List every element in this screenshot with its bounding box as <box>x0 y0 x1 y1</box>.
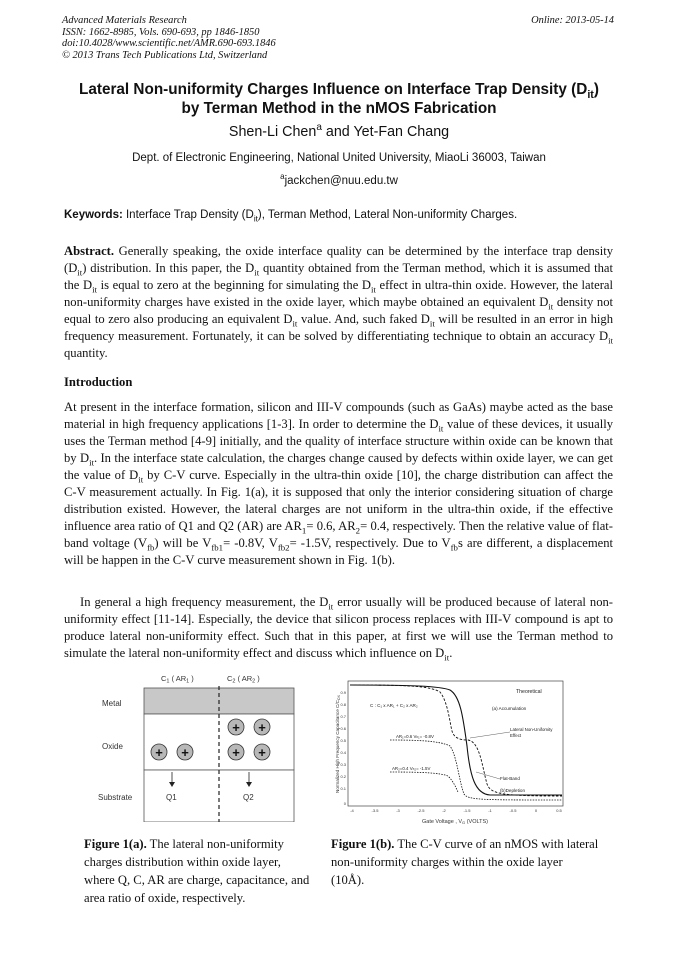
oxide-label: Oxide <box>102 742 123 751</box>
x-tick-label: -1 <box>488 808 492 813</box>
figure-1a-caption: Figure 1(a). The lateral non-uniformity charges distribution within oxide layer, where Q, C, AR are charge, capacitance, and area ratio of oxide, respectively. <box>84 837 310 905</box>
x-tick-label: -3 <box>396 808 400 813</box>
x-ticks <box>350 808 562 813</box>
plus-sign: + <box>155 745 163 760</box>
theoretical-curve <box>350 685 562 795</box>
label-lateral: Lateral Non-Unifomity <box>510 727 553 732</box>
journal-name: Advanced Materials Research <box>62 15 187 26</box>
x-tick-label: -2.5 <box>417 808 425 813</box>
plus-sign: + <box>258 745 266 760</box>
y-tick-label: 0.1 <box>340 786 346 791</box>
copyright: © 2013 Trans Tech Publications Ltd, Switzerland <box>62 49 268 61</box>
legend-equation: C : C₁ x AR₁ + C₂ x AR₂ <box>370 703 418 708</box>
doi: doi:10.4028/www.scientific.net/AMR.690-693.1846 <box>62 38 276 49</box>
y-tick-label: 0.7 <box>340 714 346 719</box>
c1-label: $C_1$ ( $AR_1$ ) <box>161 674 194 685</box>
x-tick-label: -4 <box>350 808 354 813</box>
x-tick-label: 0.5 <box>556 808 562 813</box>
figure-1a-diagram <box>96 672 296 822</box>
metal-label: Metal <box>102 699 122 708</box>
introduction-heading: Introduction <box>64 375 133 389</box>
paper-title: Lateral Non-uniformity Charges Influence on Interface Trap Density $(D_{it})$ by Terman Method in the nMOS Fabrication <box>79 81 599 117</box>
label-depletion: (b)Depletion <box>500 788 526 793</box>
y-tick-label: 0.5 <box>340 738 346 743</box>
intro-paragraph-2: In general a high frequency measurement, the $D_{it}$ error usually will be produced because of lateral non-uniformity effect [11-14]. Especially, the device that silicon process replaces with III-V compound is apt to produce lateral non-uniformity effect. Such that in this paper, at first we will use the Terman method to simulate the lateral non-uniformity effect and discuss which influence on $D_{it}$. <box>64 595 613 663</box>
x-tick-label: -2 <box>442 808 446 813</box>
label-accumulation: (a) Accumulation <box>492 706 527 711</box>
x-tick-label: -1.5 <box>463 808 471 813</box>
y-tick-label: 0.8 <box>340 702 346 707</box>
plus-sign: + <box>181 745 189 760</box>
plus-sign: + <box>258 720 266 735</box>
x-tick-label: -0.5 <box>509 808 517 813</box>
ar2-curve <box>390 772 458 792</box>
pointer-lateral <box>470 732 510 738</box>
figure-1b-cv-plot <box>330 676 570 828</box>
intro-paragraph-1: At present in the interface formation, silicon and III-V compounds (such as GaAs) maybe acted as the base material in high frequency applications [1-3]. In order to determine the $D_{it}$ value of these devices, it usually uses the Terman method [4-9] initially, and the quality of interface structure within oxide can be known that by $D_{it}$. In the interface state calculation, the charges change caused by defects within oxide layer, we can get the value of $D_{it}$ by C-V curve. Especially in the ultra-thin oxide [10], the charge distribution can affect the C-V measurement actually. In Fig. 1(a), it is supposed that only the interior considering situation of charge distribution existed. However, the lateral charges are not uniform in the ultra-thin oxide, if the effective influence area ratio of Q1 and Q2 (AR) are $AR_1= 0.6$, $AR_2= 0.4$, respectively. Then the relative value of flat-band voltage $(V_{fb})$ will be $V_{fb1}= -0.8V$, $V_{fb2}= -1.5V$, respectively. Due to $V_{fb}s$ are different, a displacement will be happen in the C-V curve measurement shown in Fig. 1(b). <box>64 400 614 567</box>
x-tick-label: 0 <box>534 808 538 813</box>
q1-label: Q1 <box>166 793 177 802</box>
email: $^a$jackchen@nuu.edu.tw <box>280 172 398 187</box>
y-axis-label: Normalized High Frequency Capacitance $C/C_{OX}$ <box>335 695 341 793</box>
y-tick-label: 0.9 <box>340 690 346 695</box>
abstract: Abstract. Generally speaking, the oxide interface quality can be determined by the interface trap density $(D_{it})$ distribution. In this paper, the $D_{it}$ quantity obtained from the Terman method, which it is assumed that the $D_{it}$ is equal to zero at the beginning for simulating the $D_{it}$ effect in ultra-thin oxide. However, the lateral non-uniformity charges have existed in the oxide layer, which maybe obtained an equivalent $D_{it}$ density not equal to zero also producing an equivalent $D_{it}$ value. And, such faked $D_{it}$ will be resulted in an error in high frequency measurement. Fortunately, it can be solved by differentiating technique to obtain an accuracy $D_{it}$ quantity. <box>64 244 613 360</box>
pointer-flatband <box>476 772 500 779</box>
q2-label: Q2 <box>243 793 254 802</box>
figure-1b-caption: Figure 1(b). The C-V curve of an nMOS with lateral non-uniformity charges within the oxide layer (10Å). <box>331 837 599 887</box>
y-tick-label: 0.2 <box>340 774 346 779</box>
keywords: Keywords: Interface Trap Density $(D_{it})$, Terman Method, Lateral Non-uniformity Charges. <box>64 209 518 224</box>
y-tick-label: 0.4 <box>340 750 346 755</box>
label-flatband: Flat-Band <box>500 776 520 781</box>
plus-sign: + <box>232 745 240 760</box>
online-date: Online: 2013-05-14 <box>531 15 614 26</box>
substrate-label: Substrate <box>98 793 133 802</box>
label-ar1: AR₁=0.6 Vₕ₁= -0.8V <box>396 734 434 739</box>
label-effect: Effect <box>510 733 522 738</box>
y-ticks <box>340 690 346 806</box>
c2-label: $C_2$ ( $AR_2$ ) <box>227 674 260 685</box>
journal-header <box>62 15 276 61</box>
nonuniformity-curve <box>350 685 562 796</box>
plus-sign: + <box>232 720 240 735</box>
affiliation: Dept. of Electronic Engineering, National United University, MiaoLi 36003, Taiwan <box>132 152 546 164</box>
x-tick-label: -3.5 <box>371 808 379 813</box>
x-axis-label: Gate Voltage , VG (VOLTS) <box>421 819 489 825</box>
authors: Shen-Li Chen$^a$ and Yet-Fan Chang <box>228 122 450 140</box>
y-tick-label: 0.3 <box>340 762 346 767</box>
y-tick-label: 0.6 <box>340 726 346 731</box>
y-tick-label: 0 <box>343 801 346 806</box>
label-ar2: AR₂=0.4 Vₕ₂= -1.5V <box>392 766 431 771</box>
issn: ISSN: 1662-8985, Vols. 690-693, pp 1846-1850 <box>62 26 260 38</box>
legend-theoretical: Theoretical <box>516 689 542 695</box>
